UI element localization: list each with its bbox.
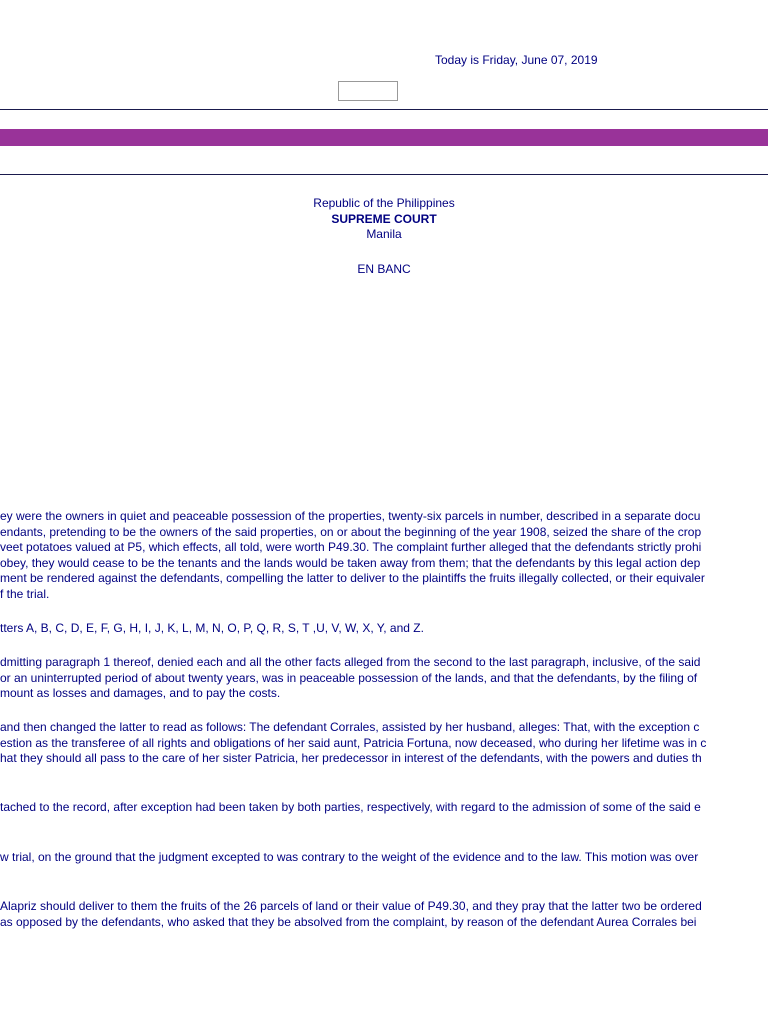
text-line: hat they should all pass to the care of her sister Patricia, her predecessor in interest of the defendants, with the powers and duties th	[0, 751, 702, 766]
text-line: endants, pretending to be the owners of the said properties, on or about the beginning of the year 1908, seized the share of the crop	[0, 524, 702, 539]
text-line: obey, they would cease to be the tenants and the lands would be taken away from them; that the defendants by this legal action dep	[0, 555, 701, 570]
text-line: or an uninterrupted period of about twenty years, was in peaceable possession of the lands, and that the defendants, by the filing of	[0, 670, 698, 685]
court-header	[0, 196, 768, 243]
division-label: EN BANC	[357, 262, 411, 276]
paragraph-complaint	[0, 509, 768, 603]
text-line: dmitting paragraph 1 thereof, denied each and all the other facts alleged from the second to the last paragraph, inclusive, of the said	[0, 655, 701, 669]
paragraph-prayer	[0, 899, 768, 930]
text-line: f the trial.	[0, 586, 50, 601]
search-input[interactable]	[338, 81, 398, 101]
text-line: as opposed by the defendants, who asked that they be absolved from the complaint, by reason of the defendant Aurea Corrales bei	[0, 914, 697, 929]
paragraph-new-trial	[0, 850, 768, 866]
court-name: SUPREME COURT	[331, 211, 437, 226]
text-line: tters A, B, C, D, E, F, G, H, I, J, K, L, M, N, O, P, Q, R, S, T ,U, V, W, X, Y, and Z.	[0, 621, 424, 635]
republic-line: Republic of the Philippines	[313, 196, 455, 210]
date-line: Today is Friday, June 07, 2019	[435, 53, 598, 67]
text-line: Alapriz should deliver to them the fruits of the 26 parcels of land or their value of P49.30, and they pray that the latter two be ordered	[0, 899, 702, 913]
purple-banner	[0, 129, 768, 146]
paragraph-amended	[0, 720, 768, 767]
city-line: Manila	[366, 227, 402, 241]
top-divider	[0, 109, 768, 110]
paragraph-answer	[0, 655, 768, 702]
paragraph-letters	[0, 621, 768, 637]
text-line: ment be rendered against the defendants, compelling the latter to deliver to the plaintiffs the fruits illegally collected, or their equivaler	[0, 571, 705, 586]
text-line: and then changed the latter to read as follows: The defendant Corrales, assisted by her husband, alleges: That, with the exception c	[0, 720, 700, 734]
text-line: ey were the owners in quiet and peaceable possession of the properties, twenty-six parcels in number, described in a separate docu	[0, 509, 701, 523]
text-line: estion as the transferee of all rights and obligations of her said aunt, Patricia Fortuna, now deceased, who during her lifetime was in c	[0, 735, 707, 750]
text-line: tached to the record, after exception had been taken by both parties, respectively, with regard to the admission of some of the said e	[0, 800, 701, 814]
paragraph-exhibits	[0, 800, 768, 816]
text-line: veet potatoes valued at P5, which effects, all told, were worth P49.30. The complaint further alleged that the defendants strictly prohi	[0, 540, 702, 555]
second-divider	[0, 174, 768, 175]
text-line: mount as losses and damages, and to pay the costs.	[0, 686, 281, 701]
text-line: w trial, on the ground that the judgment excepted to was contrary to the weight of the evidence and to the law. This motion was over	[0, 850, 699, 864]
